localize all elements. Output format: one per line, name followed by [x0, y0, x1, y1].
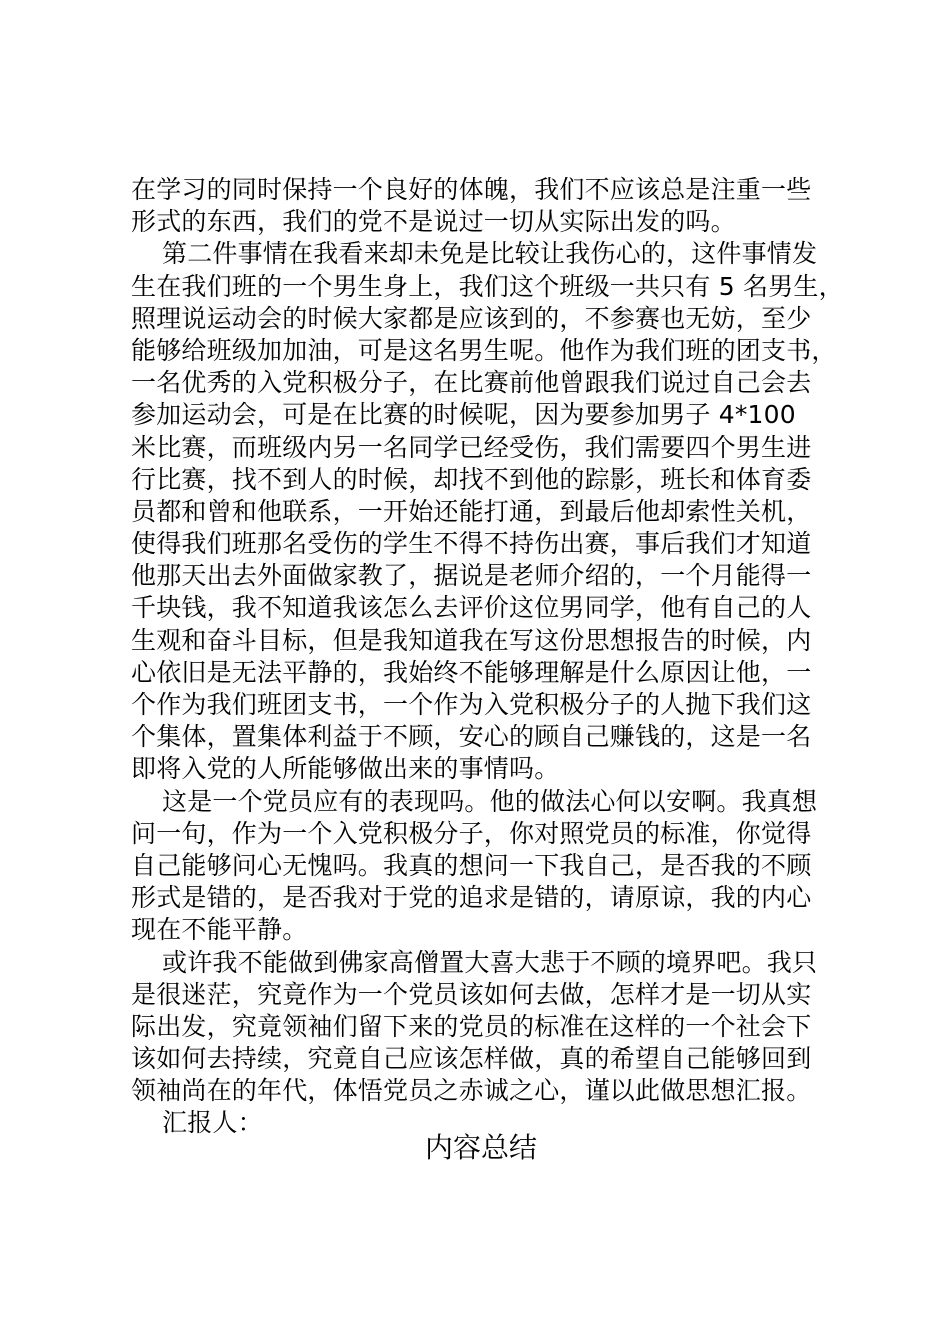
text-line: 自己能够问心无愧吗。我真的想问一下我自己，是否我的不顾 — [131, 850, 812, 880]
text-line: 能够给班级加加油，可是这名男生呢。他作为我们班的团支书， — [131, 335, 837, 365]
text-line: 生观和奋斗目标，但是我知道我在写这份思想报告的时候，内 — [131, 625, 812, 655]
report-body — [131, 174, 843, 1140]
text-line: 形式的东西，我们的党不是说过一切从实际出发的吗。 — [131, 207, 736, 237]
text-line: 员都和曾和他联系，一开始还能打通，到最后他却索性关机， — [131, 496, 812, 526]
text-line: 使得我们班那名受伤的学生不得不持伤出赛，事后我们才知道 — [131, 529, 812, 559]
text-line: 个集体，置集体利益于不顾，安心的顾自己赚钱的，这是一名 — [131, 722, 812, 752]
text-line: 际出发，究竟领袖们留下来的党员的标准在这样的一个社会下 — [131, 1011, 812, 1041]
paragraph-start-line: 或许我不能做到佛家高僧置大喜大悲于不顾的境界吧。我只 — [162, 947, 818, 977]
paragraph-start-line: 这是一个党员应有的表现吗。他的做法心何以安啊。我真想 — [162, 786, 818, 816]
text-line: 一名优秀的入党积极分子，在比赛前他曾跟我们说过自己会去 — [131, 368, 812, 398]
paragraph-start-line: 第二件事情在我看来却未免是比较让我伤心的，这件事情发 — [162, 239, 818, 269]
text-line: 参加运动会，可是在比赛的时候呢，因为要参加男子 4*100 — [131, 400, 796, 430]
text-line: 心依旧是无法平静的，我始终不能够理解是什么原因让他，一 — [131, 657, 812, 687]
summary-heading: 内容总结 — [424, 1131, 537, 1164]
text-line: 生在我们班的一个男生身上，我们这个班级一共只有 5 名男生， — [131, 271, 844, 301]
text-line: 照理说运动会的时候大家都是应该到的，不参赛也无妨，至少 — [131, 303, 812, 333]
text-line: 是很迷茫，究竟作为一个党员该如何去做，怎样才是一切从实 — [131, 979, 812, 1009]
text-line: 行比赛，找不到人的时候，却找不到他的踪影，班长和体育委 — [131, 464, 812, 494]
text-line: 千块钱，我不知道我该怎么去评价这位男同学，他有自己的人 — [131, 593, 812, 623]
text-line: 现在不能平静。 — [131, 915, 308, 945]
text-line: 他那天出去外面做家教了，据说是老师介绍的，一个月能得一 — [131, 561, 812, 591]
reporter-label: 汇报人： — [162, 1108, 263, 1138]
text-line: 问一句，作为一个入党积极分子，你对照党员的标准，你觉得 — [131, 818, 812, 848]
text-line: 即将入党的人所能够做出来的事情吗。 — [131, 754, 560, 784]
text-line: 该如何去持续，究竟自己应该怎样做，真的希望自己能够回到 — [131, 1044, 812, 1074]
text-line: 个作为我们班团支书，一个作为入党积极分子的人抛下我们这 — [131, 690, 812, 719]
text-line: 米比赛，而班级内另一名同学已经受伤，我们需要四个男生进 — [131, 432, 812, 462]
text-line: 领袖尚在的年代，体悟党员之赤诚之心，谨以此做思想汇报。 — [131, 1076, 812, 1106]
text-line: 在学习的同时保持一个良好的体魄，我们不应该总是注重一些 — [131, 175, 812, 204]
text-line: 形式是错的，是否我对于党的追求是错的，请原谅，我的内心 — [131, 883, 812, 913]
